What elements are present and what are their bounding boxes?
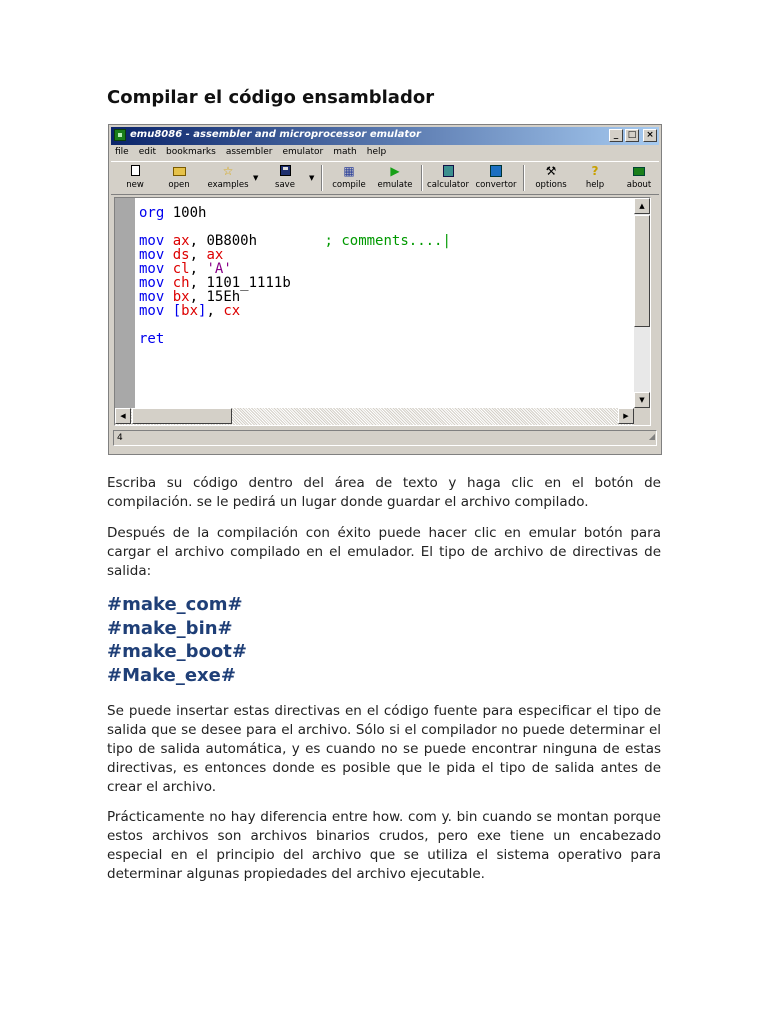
- calculator-icon: [425, 165, 471, 178]
- vertical-scroll-thumb[interactable]: [634, 215, 650, 327]
- page-title: Compilar el código ensamblador: [107, 87, 435, 108]
- convertor-button[interactable]: [473, 164, 519, 192]
- paragraph-emulate: Después de la compilación con éxito puede hacer clic en emular botón para cargar el archivo compilado en el emulador. El tipo de archivo de directivas de salida:: [107, 525, 661, 579]
- directive-item: #Make_exe#: [107, 664, 236, 686]
- code-line: mov bx, 15Eh: [139, 289, 241, 305]
- menu-math[interactable]: math: [333, 147, 357, 157]
- vertical-scrollbar[interactable]: [634, 198, 650, 408]
- open-button[interactable]: [157, 164, 201, 192]
- compile-label: compile: [332, 180, 366, 190]
- chip-icon: [617, 165, 661, 178]
- toolbar-separator: [321, 165, 323, 191]
- scroll-down-icon[interactable]: ▼: [634, 392, 650, 408]
- editor-gutter: [115, 198, 135, 408]
- examples-dropdown-arrow[interactable]: ▼: [253, 174, 259, 182]
- minimize-button[interactable]: _: [609, 129, 623, 142]
- convertor-label: convertor: [475, 180, 517, 190]
- new-document-icon: [113, 165, 157, 178]
- chip-icon: [114, 129, 126, 141]
- directive-item: #make_bin#: [107, 617, 233, 639]
- star-icon: ☆: [222, 164, 234, 178]
- open-folder-icon: [157, 165, 201, 178]
- code-editor[interactable]: [114, 197, 651, 426]
- paragraph-formats: Prácticamente no hay diferencia entre how. com y. bin cuando se montan porque estos archivos son archivos binarios crudos, pero exe tiene un encabezado especial en el principio del archivo que se utiliza el sistema operativo para determinar algunas propiedades del archivo ejecutable.: [107, 809, 661, 882]
- emulate-label: emulate: [377, 180, 413, 190]
- help-button[interactable]: [573, 164, 617, 192]
- status-line-number: 4: [117, 433, 123, 443]
- toolbar-separator: [421, 165, 423, 191]
- new-label: new: [126, 180, 144, 190]
- close-button[interactable]: ×: [643, 129, 657, 142]
- directive-item: #make_boot#: [107, 641, 247, 662]
- new-button[interactable]: [113, 164, 157, 192]
- convertor-icon: [473, 165, 519, 178]
- tools-icon: ⚒: [545, 164, 557, 178]
- scrollbar-corner: [634, 408, 650, 425]
- save-label: save: [275, 180, 295, 190]
- examples-label: examples: [207, 180, 249, 190]
- compile-button[interactable]: [327, 164, 371, 192]
- menu-bar: [115, 147, 386, 157]
- calculator-button[interactable]: [425, 164, 471, 192]
- open-label: open: [168, 180, 190, 190]
- directive-item: #make_com#: [107, 594, 243, 615]
- scroll-left-icon[interactable]: ◀: [115, 408, 131, 424]
- status-bar: [113, 430, 657, 446]
- options-button[interactable]: [529, 164, 573, 192]
- paragraph-directives: Se puede insertar estas directivas en el código fuente para especificar el tipo de salida que se desee para el archivo. Sólo si el compilador no puede determinar el tipo de salida automática, y es cuando no se puede encontrar ninguna de estas directivas, es entonces donde es posible que le pida el tipo de salida antes de crear el archivo.: [107, 703, 661, 795]
- options-label: options: [535, 180, 567, 190]
- menu-help[interactable]: help: [366, 147, 387, 157]
- examples-button[interactable]: [203, 164, 253, 192]
- window-title: emu8086 - assembler and microprocessor emulator: [130, 129, 421, 140]
- directive-list: [107, 593, 247, 687]
- horizontal-scrollbar[interactable]: [115, 408, 634, 425]
- code-line: mov [bx], cx: [139, 303, 241, 319]
- help-icon: ?: [591, 164, 599, 178]
- code-line: mov ch, 1101_1111b: [139, 275, 291, 291]
- code-line: ret: [139, 331, 165, 347]
- menu-bookmarks[interactable]: bookmarks: [166, 147, 216, 157]
- caption-buttons: [609, 129, 657, 142]
- play-icon: ▶: [390, 164, 400, 178]
- code-line: mov cl, 'A': [139, 261, 232, 277]
- paragraph-compile: Escriba su código dentro del área de texto y haga clic en el botón de compilación. se le pedirá un lugar donde guardar el archivo compilado.: [107, 475, 661, 510]
- about-label: about: [626, 180, 652, 190]
- about-button[interactable]: [617, 164, 661, 192]
- code-line: org 100h: [139, 205, 207, 221]
- horizontal-scroll-thumb[interactable]: [132, 408, 232, 424]
- code-line: mov ax, 0B800h ; comments....|: [139, 233, 451, 249]
- maximize-button[interactable]: □: [625, 129, 639, 142]
- resize-grip-icon[interactable]: ◢: [648, 432, 655, 441]
- compile-icon: ▦: [343, 164, 355, 178]
- calculator-label: calculator: [427, 180, 469, 190]
- scroll-right-icon[interactable]: ▶: [618, 408, 634, 424]
- toolbar-separator: [523, 165, 525, 191]
- save-dropdown-arrow[interactable]: ▼: [309, 174, 315, 182]
- code-line: mov ds, ax: [139, 247, 224, 263]
- title-bar[interactable]: [111, 127, 659, 145]
- floppy-disk-icon: [263, 165, 307, 178]
- source-code[interactable]: [139, 206, 451, 346]
- menu-file[interactable]: file: [115, 147, 129, 157]
- emulate-button[interactable]: [373, 164, 417, 192]
- emu8086-window: [108, 124, 662, 455]
- help-label: help: [585, 180, 605, 190]
- menu-edit[interactable]: edit: [138, 147, 156, 157]
- toolbar: [111, 161, 659, 195]
- save-button[interactable]: [263, 164, 307, 192]
- menu-emulator[interactable]: emulator: [282, 147, 324, 157]
- scroll-up-icon[interactable]: ▲: [634, 198, 650, 214]
- menu-assembler[interactable]: assembler: [225, 147, 273, 157]
